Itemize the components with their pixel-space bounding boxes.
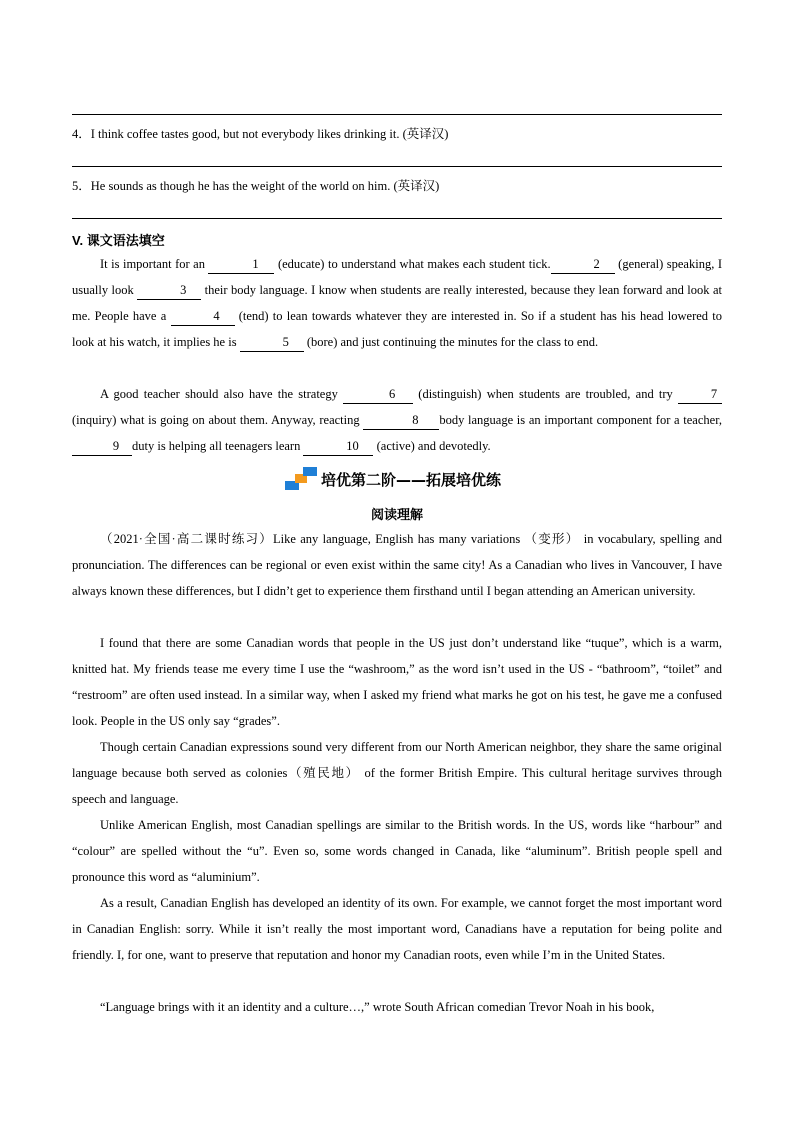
cloze-text: (distinguish) when students are troubled, and try — [413, 387, 679, 401]
answer-line-5 — [72, 218, 722, 219]
reading-title: 阅读理解 — [370, 508, 423, 523]
cloze-paragraph-1 — [72, 251, 722, 355]
cloze-text: It is important for an — [100, 257, 209, 271]
cloze-text: (educate) to understand what makes each student tick. — [274, 257, 551, 271]
item-number: 5． — [72, 179, 91, 193]
cloze-paragraph-2 — [72, 381, 722, 459]
reading-paragraph-2: I found that there are some Canadian words that people in the US just don’t understand like “tuque”, which is a warm, knitted hat. My friends tease me every time I use the “washroom,” as the word isn’t used in the US - “bathroom”, “toilet” and “restroom” are often used instead. In a similar way, when I asked my friend what marks he got on his test, he gave me a confused look. People in the US only say “grades”. — [72, 636, 722, 728]
banner-title: 培优第二阶——拓展培优练 — [321, 470, 502, 489]
item-text: He sounds as though he has the weight of the world on him. (英译汉) — [90, 179, 440, 193]
reading-paragraph-5: As a result, Canadian English has developed an identity of its own. For example, we cannot forget the most important word in Canadian English: sorry. While it isn’t really the most important word, Canadians have a reputation for being polite and friendly. I, for one, want to preserve that reputation and honor my Canadian roots, even while I’m in the United States. — [72, 896, 722, 962]
answer-line-3 — [72, 114, 722, 115]
reading-paragraph-6: “Language brings with it an identity and a culture…,” wrote South African comedian Trevor Noah in his book, — [100, 1000, 655, 1014]
cloze-text: (general) speaking, I usually look — [72, 257, 722, 297]
cloze-blank-5[interactable]: 5 — [240, 333, 304, 352]
answer-line-4 — [72, 166, 722, 167]
item-text: I think coffee tastes good, but not everybody likes drinking it. (英译汉) — [90, 127, 449, 141]
cloze-text: (inquiry) what is going on about them. Anyway, reacting — [72, 413, 364, 427]
section-v-title: V. 课文语法填空 — [72, 233, 165, 248]
cloze-text: (bore) and just continuing the minutes for the class to end. — [303, 335, 599, 349]
cloze-text: their body language. I know when students are really interested, because they lean forward and look at me. People have a — [72, 283, 722, 323]
cloze-blank-4[interactable]: 4 — [171, 307, 235, 326]
reading-paragraph-1: （2021·全国·高二课时练习）Like any language, English has many variations （变形） in vocabulary, spelling and pronunciation. The differences can be regional or even exist within the same city! As a Canadian who lives in Vancouver, I have always known these differences, but I didn’t get to experience them firsthand until I began attending an American university. — [72, 532, 722, 598]
translation-item-5 — [72, 173, 722, 199]
item-number: 4． — [72, 127, 91, 141]
reading-paragraph-3: Though certain Canadian expressions sound very different from our North American neighbor, they share the same original language because both served as colonies（殖民地） of the former British Empire. This cultural heritage survives through speech and language. — [72, 740, 722, 806]
cloze-blank-9[interactable]: 9 — [72, 437, 132, 456]
stairs-icon — [285, 466, 319, 492]
cloze-blank-1[interactable]: 1 — [208, 255, 274, 274]
cloze-blank-2[interactable]: 2 — [551, 255, 615, 274]
cloze-text: A good teacher should also have the strategy — [100, 387, 344, 401]
cloze-blank-6[interactable]: 6 — [343, 385, 413, 404]
cloze-text: (tend) to lean towards whatever they are interested in. So if a student has his head lowered to look at his watch, it implies he is — [72, 309, 723, 349]
section-banner — [285, 466, 501, 492]
cloze-text: duty is helping all teenagers learn — [132, 439, 304, 453]
cloze-text: (active) and devotedly. — [373, 439, 491, 453]
cloze-blank-8[interactable]: 8 — [363, 411, 439, 430]
cloze-text: body language is an important component for a teacher, — [439, 413, 722, 427]
cloze-blank-3[interactable]: 3 — [137, 281, 201, 300]
cloze-blank-10[interactable]: 10 — [303, 437, 373, 456]
translation-item-4 — [72, 121, 722, 147]
reading-paragraph-4: Unlike American English, most Canadian spellings are similar to the British words. In the US, words like “harbour” and “colour” are spelled without the “u”. Even so, some words changed in Canada, like “aluminum”. British people spell and pronounce this word as “aluminium”. — [72, 818, 722, 884]
cloze-blank-7[interactable]: 7 — [678, 385, 722, 404]
